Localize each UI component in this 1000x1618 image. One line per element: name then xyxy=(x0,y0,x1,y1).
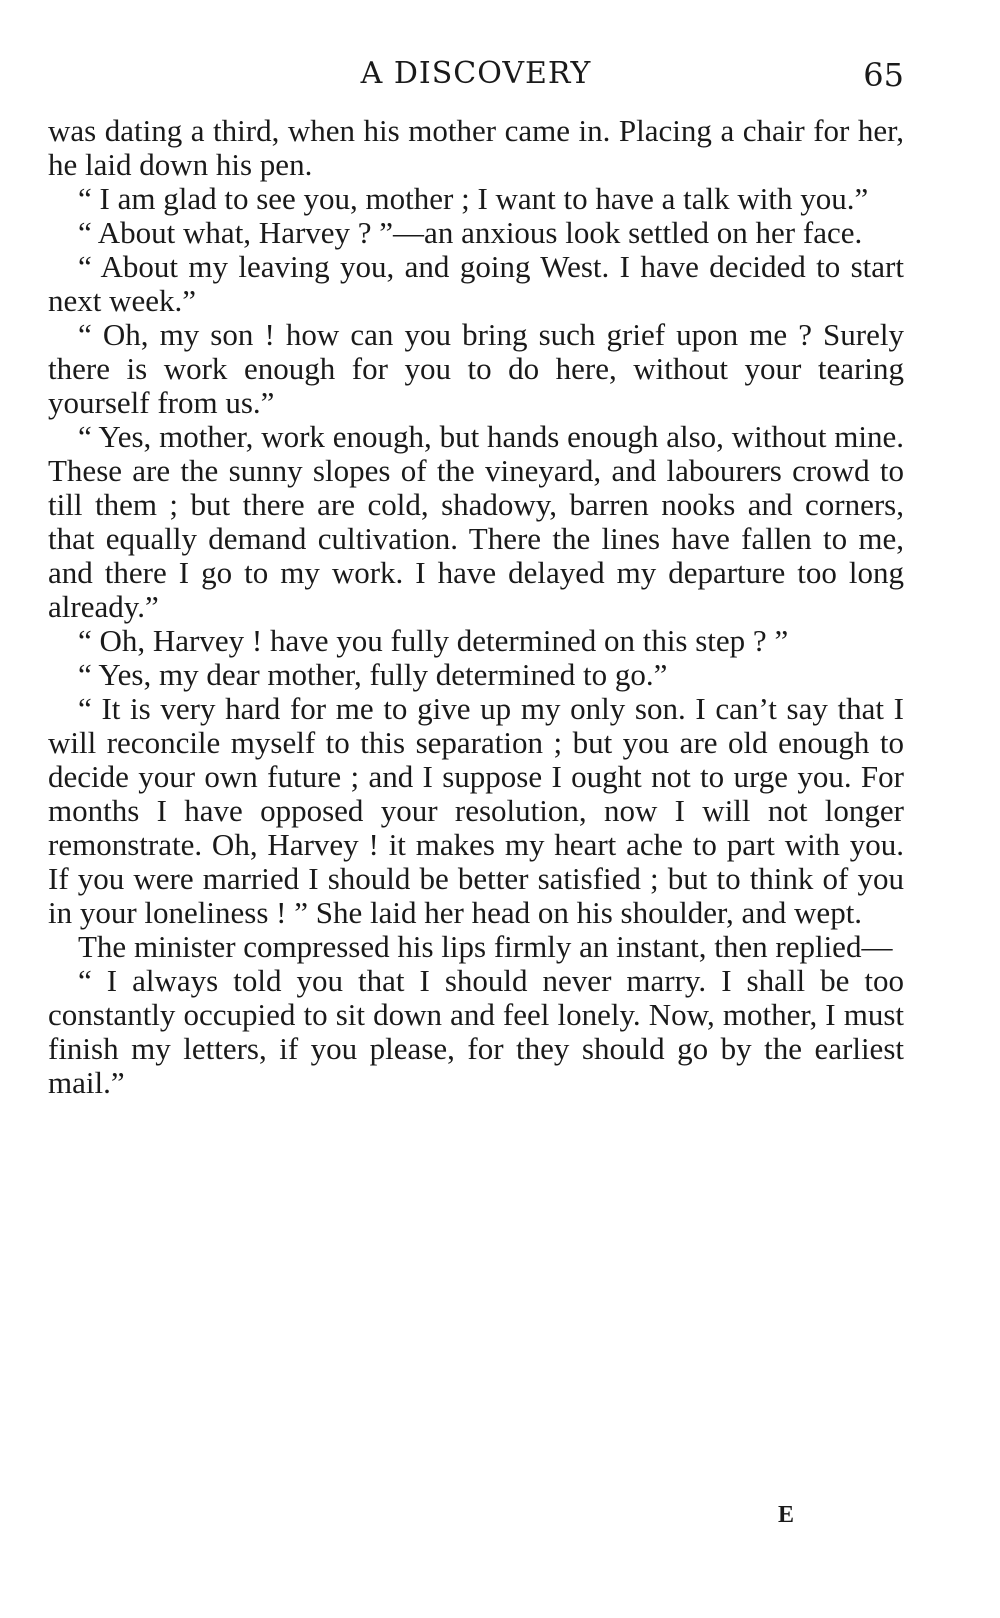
paragraph: “ Yes, my dear mother, fully determined to go.” xyxy=(78,657,668,692)
page-number: 65 xyxy=(863,56,904,94)
paragraph: “ Oh, my son ! how can you bring such grief upon me ? Surely there is work enough for you to do here, without your tearing yourself from us.” xyxy=(48,317,904,420)
paragraph: “ I always told you that I should never marry. I shall be too constantly occupied to sit down and feel lonely. Now, mother, I must finish my letters, if you please, for they should go by the earliest mail.” xyxy=(48,963,904,1100)
page-header xyxy=(48,56,904,96)
paragraph: “ Yes, mother, work enough, but hands enough also, without mine. These are the sunny slopes of the vineyard, and labourers crowd to till them ; but there are cold, shadowy, barren nooks and corners, that equally demand cultivation. There the lines have fallen to me, and there I go to my work. I have delayed my departure too long already.” xyxy=(48,419,904,624)
paragraph: “ About what, Harvey ? ”—an anxious look settled on her face. xyxy=(78,215,863,250)
body-text xyxy=(48,114,904,1100)
signature-mark: E xyxy=(778,1502,795,1528)
paragraph: The minister compressed his lips firmly an instant, then replied— xyxy=(78,929,893,964)
paragraph: “ It is very hard for me to give up my only son. I can’t say that I will reconcile myself to this separation ; but you are old enough to decide your own future ; and I suppose I ought not to urge you. For months I have opposed your resolution, now I will not longer remonstrate. Oh, Harvey ! it makes my heart ache to part with you. If you were married I should be better satisfied ; but to think of you in your loneliness ! ” She laid her head on his shoulder, and wept. xyxy=(48,691,904,930)
running-title: A DISCOVERY xyxy=(360,56,592,91)
paragraph: “ I am glad to see you, mother ; I want to have a talk with you.” xyxy=(78,181,869,216)
paragraph: was dating a third, when his mother came in. Placing a chair for her, he laid down his pen. xyxy=(48,113,904,182)
paragraph: “ About my leaving you, and going West. I have decided to start next week.” xyxy=(48,249,904,318)
paragraph: “ Oh, Harvey ! have you fully determined on this step ? ” xyxy=(78,623,789,658)
